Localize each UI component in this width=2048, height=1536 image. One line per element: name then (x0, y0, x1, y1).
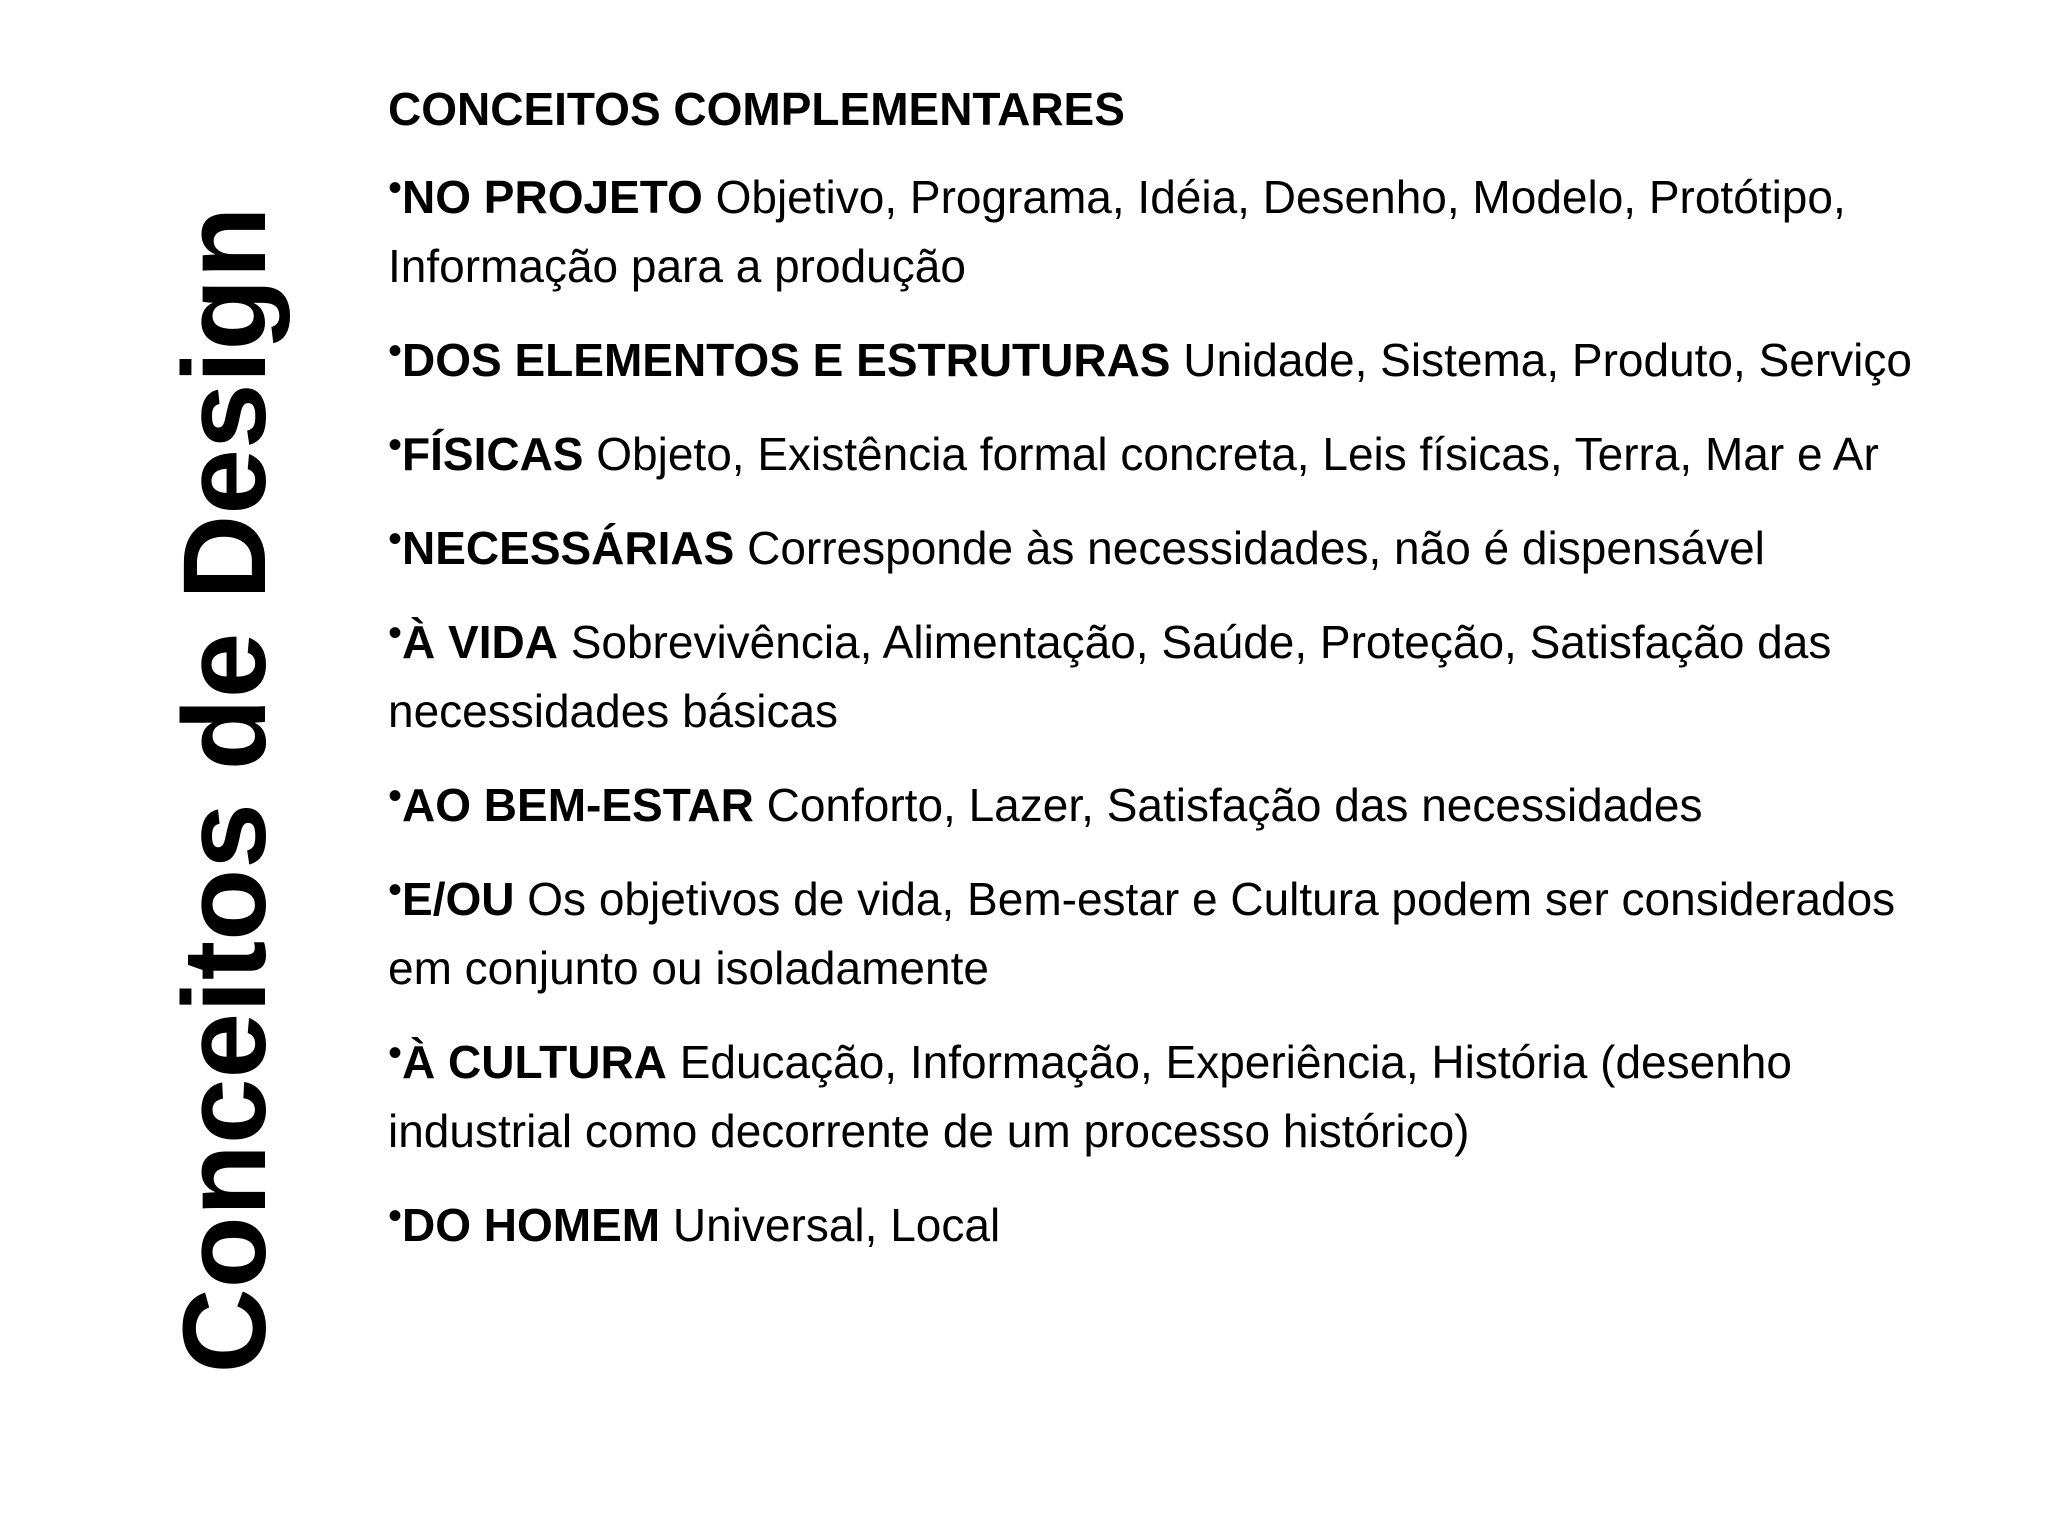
item-term: AO BEM-ESTAR (402, 779, 754, 831)
item-text: Educação, Informação, Experiência, História (desenho industrial como decorrente de um processo histórico) (388, 1036, 1792, 1157)
bullet-icon: • (388, 329, 403, 373)
bullet-icon: • (388, 517, 403, 561)
section-heading: CONCEITOS COMPLEMENTARES (388, 83, 1125, 135)
list-item (388, 599, 1928, 746)
bullet-icon: • (388, 868, 403, 912)
bullet-icon: • (388, 1031, 403, 1075)
bullet-icon: • (388, 611, 403, 655)
list-item (388, 411, 1928, 489)
item-term: DO HOMEM (402, 1199, 661, 1251)
concept-list (388, 154, 1928, 1260)
item-term: E/OU (402, 873, 515, 925)
item-term: À VIDA (402, 616, 558, 668)
list-item (388, 762, 1928, 840)
item-text: Objeto, Existência formal concreta, Leis físicas, Terra, Mar e Ar (596, 428, 1879, 480)
item-term: À CULTURA (402, 1036, 667, 1088)
item-text: Os objetivos de vida, Bem-estar e Cultura podem ser considerados em conjunto ou isoladamente (388, 873, 1896, 994)
list-item (388, 856, 1928, 1003)
list-item (388, 505, 1928, 583)
item-term: NO PROJETO (402, 171, 703, 223)
item-text: Sobrevivência, Alimentação, Saúde, Proteção, Satisfação das necessidades básicas (388, 616, 1832, 737)
bullet-icon: • (388, 166, 403, 210)
item-term: DOS ELEMENTOS E ESTRUTURAS (402, 334, 1171, 386)
item-text: Conforto, Lazer, Satisfação das necessidades (766, 779, 1703, 831)
list-item (388, 1019, 1928, 1166)
bullet-icon: • (388, 774, 403, 818)
slide-content (388, 72, 1928, 1276)
item-term: NECESSÁRIAS (402, 522, 735, 574)
item-text: Objetivo, Programa, Idéia, Desenho, Modelo, Protótipo, Informação para a produção (388, 171, 1846, 292)
item-text: Unidade, Sistema, Produto, Serviço (1183, 334, 1912, 386)
side-title-container (150, 206, 300, 1374)
bullet-icon: • (388, 423, 403, 467)
item-text: Universal, Local (672, 1199, 1001, 1251)
item-term: FÍSICAS (402, 428, 584, 480)
bullet-icon: • (388, 1194, 403, 1238)
list-item (388, 317, 1928, 395)
side-title: Conceitos de Design (159, 206, 291, 1374)
list-item (388, 1182, 1928, 1260)
item-text: Corresponde às necessidades, não é dispensável (747, 522, 1765, 574)
list-item (388, 154, 1928, 301)
